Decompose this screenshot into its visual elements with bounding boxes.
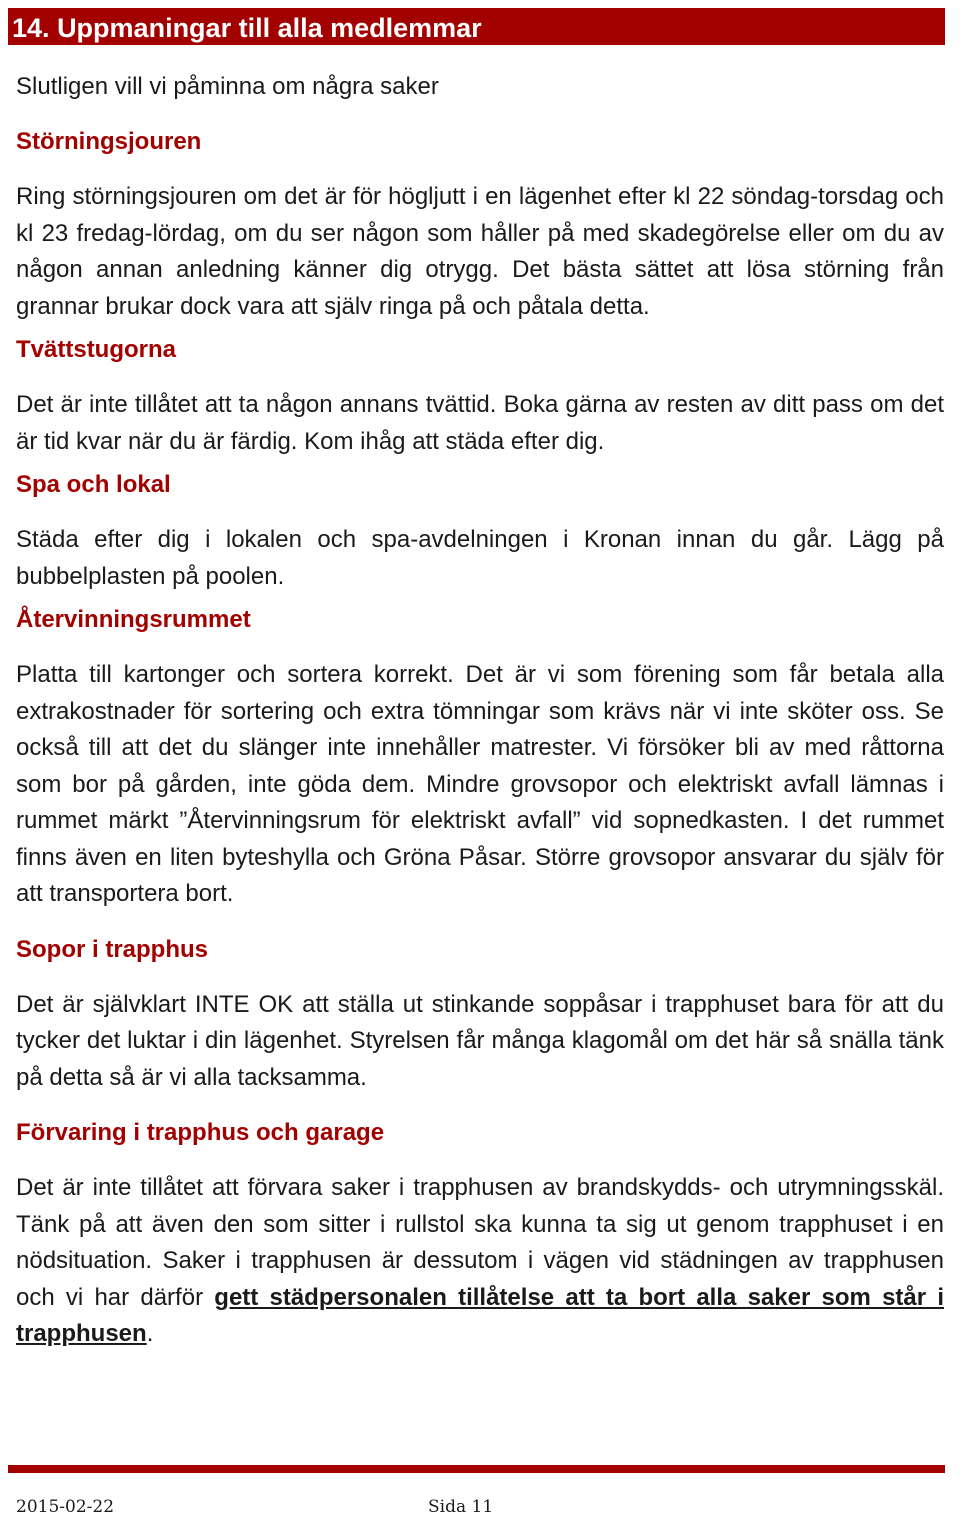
section-title: Uppmaningar till alla medlemmar bbox=[57, 13, 482, 43]
heading-forvaring: Förvaring i trapphus och garage bbox=[16, 1119, 385, 1146]
page-footer bbox=[16, 1497, 494, 1517]
section-title-bar bbox=[8, 8, 945, 45]
body-forvaring-end: . bbox=[146, 1320, 154, 1347]
body-forvaring bbox=[16, 1170, 944, 1353]
heading-atervinningsrummet: Återvinningsrummet bbox=[16, 606, 251, 633]
heading-spa-och-lokal: Spa och lokal bbox=[16, 471, 171, 498]
page-title bbox=[12, 10, 482, 46]
body-forvaring-emphasis: gett städpersonalen tillåtelse att ta bort alla saker som står i trapphusen bbox=[16, 1283, 944, 1347]
document-body bbox=[16, 70, 944, 1373]
body-storningsjouren: Ring störningsjouren om det är för högljutt i en lägenhet efter kl 22 söndag-torsdag och kl 23 fredag-lördag, om du ser någon som håller på med skadegörelse eller om du av någon annan anledning känner dig otrygg. Det bästa sättet att lösa störning från grannar brukar dock vara att själv ringa på och påtala detta. bbox=[16, 183, 944, 320]
heading-storningsjouren: Störningsjouren bbox=[16, 128, 202, 155]
body-atervinningsrummet: Platta till kartonger och sortera korrekt. Det är vi som förening som får betala alla extrakostnader för sortering och extra tömningar som krävs när vi inte sköter oss. Se också till att det du slänger inte innehåller matrester. Vi försöker bli av med råttorna som bor på gården, inte göda dem. Mindre grovsopor och elektriskt avfall lämnas i rummet märkt ”Återvinningsrum för elektriskt avfall” vid sopnedkasten. I det rummet finns även en liten byteshylla och Gröna Påsar. Större grovsopor ansvarar du själv för att transportera bort. bbox=[16, 661, 944, 907]
footer-page-number: Sida 11 bbox=[428, 1497, 494, 1517]
body-tvattstugorna: Det är inte tillåtet att ta någon annans tvättid. Boka gärna av resten av ditt pass om det är tid kvar när du är färdig. Kom ihåg att städa efter dig. bbox=[16, 391, 944, 455]
intro-text: Slutligen vill vi påminna om några saker bbox=[16, 73, 439, 100]
footer-divider bbox=[8, 1465, 945, 1473]
footer-date: 2015-02-22 bbox=[16, 1497, 115, 1517]
section-number: 14. bbox=[12, 13, 50, 43]
body-sopor-i-trapphus: Det är självklart INTE OK att ställa ut stinkande soppåsar i trapphuset bara för att du tycker det luktar i din lägenhet. Styrelsen får många klagomål om det här så snälla tänk på detta så är vi alla tacksamma. bbox=[16, 990, 944, 1091]
body-spa-och-lokal: Städa efter dig i lokalen och spa-avdelningen i Kronan innan du går. Lägg på bubbelplasten på poolen. bbox=[16, 526, 944, 590]
heading-tvattstugorna: Tvättstugorna bbox=[16, 336, 177, 363]
body-forvaring-start: Det är inte tillåtet att förvara saker i trapphusen av brandskydds- och utrymningsskäl. Tänk på att även den som sitter i rullstol ska kunna ta sig ut genom trapphuset i en nödsituation. Saker i trapphusen är dessutom i vägen vid städningen av trapphusen och vi har därför bbox=[16, 1174, 944, 1311]
heading-sopor-i-trapphus: Sopor i trapphus bbox=[16, 935, 208, 963]
